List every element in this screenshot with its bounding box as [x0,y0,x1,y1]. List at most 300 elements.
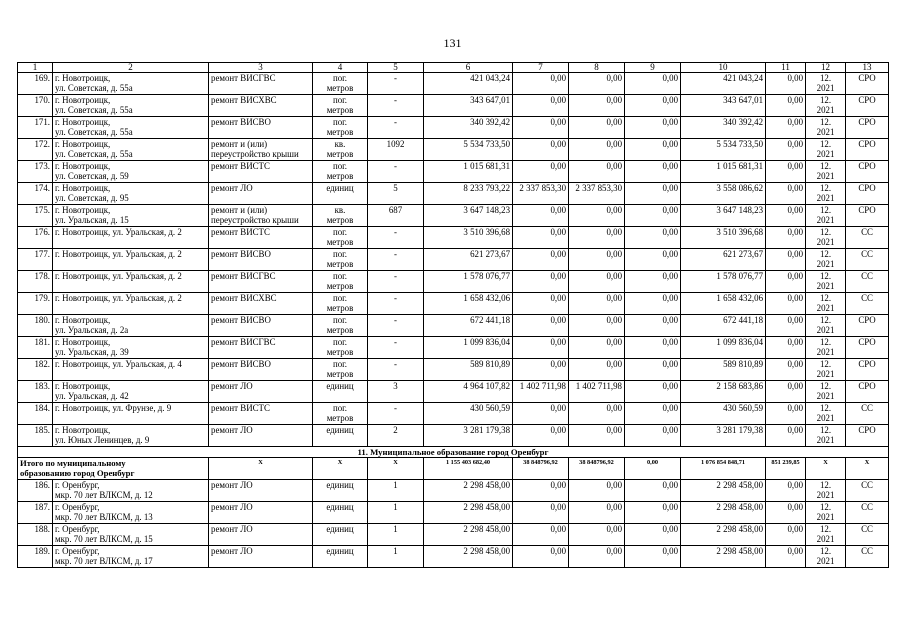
date-cell-text: 2021 [816,347,835,358]
method-cell [846,315,889,337]
col10-cell-text: 2 298 458,00 [716,546,763,556]
col10-cell-text: 340 392,42 [723,117,763,127]
col9-cell [625,480,681,502]
total-cost-cell [424,73,513,95]
col8-cell-text: 0,00 [606,546,622,556]
date-cell-text: 2021 [816,391,835,402]
column-number-header [18,63,889,73]
col10-cell [681,359,766,381]
method-cell-text: СС [861,524,873,534]
col8-cell [569,139,625,161]
method-cell-text: СС [861,227,873,237]
total-cost-cell [424,117,513,139]
method-cell-text: СРО [858,183,876,193]
table-row [18,271,889,293]
address-cell [53,293,209,315]
date-cell-text: 12. [819,161,832,171]
col8-cell-text: 0,00 [606,425,622,435]
col10-cell-text: 3 647 148,23 [716,205,763,215]
col9-cell-text: 0,00 [662,403,678,413]
work-type-cell [209,359,313,381]
row-number-text: 171. [34,117,50,127]
unit-cell [313,480,368,502]
total-col3-text: X [258,459,263,466]
row-number-text: 189. [34,546,50,556]
quantity-cell [368,425,424,447]
row-number-text: 180. [34,315,50,325]
date-cell-text: 12. [819,73,832,83]
col9-cell-text: 0,00 [662,249,678,259]
total-col12-text: X [823,459,828,466]
col9-cell-text: 0,00 [662,315,678,325]
address-cell-text: г. Новотроицк, [55,381,111,391]
quantity-cell-text: - [394,337,397,347]
work-type-cell-text: ремонт ВИСТС [211,227,270,237]
method-cell [846,271,889,293]
total-cost-cell [424,139,513,161]
address-cell-text: г. Новотроицк, [55,315,111,325]
col8-cell-text: 0,00 [606,403,622,413]
col7-cell [513,480,569,502]
date-cell [806,205,846,227]
header-cell: 2 [53,63,209,73]
col7-cell [513,249,569,271]
col8-cell [569,117,625,139]
col10-cell [681,95,766,117]
unit-cell-text: единиц [326,381,354,391]
col11-cell [766,183,806,205]
total-cost-cell-text: 343 647,01 [470,95,510,105]
col9-cell [625,183,681,205]
col10-cell-text: 672 441,18 [723,315,763,325]
col9-cell-text: 0,00 [662,271,678,281]
table-row [18,205,889,227]
work-type-cell-text: ремонт и (или) [211,139,268,149]
total-cost-cell-text: 1 658 432,06 [463,293,510,303]
col7-cell-text: 0,00 [550,205,566,215]
total-cost-cell-text: 4 964 107,82 [463,381,510,391]
col11-cell-text: 0,00 [787,271,803,281]
col7-cell [513,546,569,568]
row-number [18,95,53,117]
col8-cell [569,73,625,95]
method-cell-text: СС [861,271,873,281]
unit-cell [313,117,368,139]
table-row [18,425,889,447]
quantity-cell [368,524,424,546]
work-type-cell-text: ремонт и (или) [211,205,268,215]
row-number-text: 176. [34,227,50,237]
method-cell [846,381,889,403]
row-number-text: 183. [34,381,50,391]
col8-cell [569,227,625,249]
col10-cell-text: 1 099 836,04 [716,337,763,347]
quantity-cell-text: 1 [393,546,398,556]
col8-cell-text: 0,00 [606,315,622,325]
unit-cell [313,271,368,293]
work-type-cell [209,95,313,117]
col7-cell-text: 0,00 [550,337,566,347]
method-cell-text: СС [861,480,873,490]
work-type-cell-text: ремонт ВИСВО [211,315,271,325]
col7-cell-text: 0,00 [550,403,566,413]
address-cell [53,95,209,117]
address-cell-text: г. Новотроицк, [55,161,111,171]
date-cell [806,117,846,139]
date-cell [806,293,846,315]
col9-cell [625,425,681,447]
address-cell [53,271,209,293]
work-type-cell-text: ремонт ЛО [211,381,253,391]
total-col9-text: 0,00 [646,459,659,466]
unit-cell-text: кв. [334,139,346,149]
total-cost-cell [424,425,513,447]
col11-cell [766,249,806,271]
total-col11 [766,458,806,480]
method-cell [846,524,889,546]
total-cost-cell-text: 2 298 458,00 [463,480,510,490]
date-cell-text: 2021 [816,127,835,138]
row-number [18,403,53,425]
quantity-cell-text: - [394,249,397,259]
date-cell-text: 12. [819,502,832,512]
quantity-cell [368,337,424,359]
work-type-cell-text: ремонт ЛО [211,425,253,435]
col7-cell [513,95,569,117]
work-type-cell [209,271,313,293]
total-col3 [209,458,313,480]
col7-cell [513,139,569,161]
col10-cell-text: 343 647,01 [723,95,763,105]
total-label-text: образованию город Оренбург [20,468,135,479]
date-cell-text: 12. [819,249,832,259]
work-type-cell [209,73,313,95]
date-cell [806,502,846,524]
total-cost-cell [424,546,513,568]
col11-cell-text: 0,00 [787,293,803,303]
unit-cell-text: пог. [332,293,348,303]
quantity-cell [368,249,424,271]
address-cell-text: г. Оренбург, [55,480,100,490]
col10-cell [681,205,766,227]
col10-cell-text: 2 298 458,00 [716,524,763,534]
col9-cell-text: 0,00 [662,73,678,83]
col7-cell-text: 0,00 [550,425,566,435]
section-row [18,447,889,458]
col11-cell-text: 0,00 [787,249,803,259]
work-type-cell-text: ремонт ВИСГВС [211,337,276,347]
date-cell-text: 12. [819,117,832,127]
address-cell-text: г. Новотроицк, ул. Уральская, д. 4 [55,359,182,369]
col8-cell-text: 0,00 [606,249,622,259]
col11-cell [766,227,806,249]
col10-cell-text: 1 578 076,77 [716,271,763,281]
col11-cell [766,480,806,502]
col8-cell-text: 0,00 [606,524,622,534]
unit-cell-text: метров [326,347,354,358]
date-cell-text: 2021 [816,149,835,160]
col8-cell [569,161,625,183]
col7-cell [513,271,569,293]
unit-cell-text: метров [326,83,354,94]
col10-cell [681,480,766,502]
quantity-cell-text: - [394,117,397,127]
address-cell [53,249,209,271]
work-type-cell-text: ремонт ЛО [211,183,253,193]
col10-cell-text: 2 298 458,00 [716,502,763,512]
col8-cell [569,480,625,502]
date-cell [806,183,846,205]
col7-cell [513,337,569,359]
address-cell-text: ул. Уральская, д. 2а [55,325,129,336]
method-cell [846,95,889,117]
method-cell [846,205,889,227]
col10-cell [681,161,766,183]
unit-cell-text: метров [326,237,354,248]
col9-cell [625,403,681,425]
address-cell-text: мкр. 70 лет ВЛКСМ, д. 13 [55,512,153,523]
col8-cell-text: 0,00 [606,205,622,215]
col9-cell-text: 0,00 [662,227,678,237]
row-number [18,293,53,315]
date-cell-text: 2021 [816,490,835,501]
col8-cell [569,359,625,381]
col9-cell [625,73,681,95]
address-cell-text: г. Новотроицк, [55,95,111,105]
unit-cell-text: кв. [334,205,346,215]
quantity-cell [368,502,424,524]
unit-cell-text: метров [326,105,354,116]
address-cell [53,139,209,161]
total-cost-cell [424,271,513,293]
col7-cell [513,502,569,524]
col8-cell [569,502,625,524]
page-number: 131 [443,36,462,50]
work-type-cell [209,205,313,227]
total-cost-cell [424,381,513,403]
col8-cell [569,425,625,447]
unit-cell-text: пог. [332,227,348,237]
date-cell [806,249,846,271]
col7-cell-text: 0,00 [550,546,566,556]
col7-cell-text: 0,00 [550,117,566,127]
unit-cell-text: пог. [332,73,348,83]
date-cell-text: 12. [819,95,832,105]
unit-cell-text: единиц [326,480,354,490]
method-cell [846,117,889,139]
col10-cell [681,293,766,315]
unit-cell [313,293,368,315]
method-cell-text: СРО [858,117,876,127]
col7-cell-text: 0,00 [550,249,566,259]
col7-cell-text: 0,00 [550,161,566,171]
method-cell [846,359,889,381]
date-cell-text: 2021 [816,105,835,116]
header-cell: 9 [625,63,681,73]
col9-cell [625,546,681,568]
col11-cell-text: 0,00 [787,502,803,512]
work-type-cell-text: ремонт ВИСХВС [211,293,277,303]
work-type-cell [209,227,313,249]
unit-cell [313,249,368,271]
col9-cell [625,161,681,183]
address-cell [53,359,209,381]
col11-cell-text: 0,00 [787,95,803,105]
table-row [18,73,889,95]
col9-cell [625,95,681,117]
date-cell-text: 2021 [816,83,835,94]
col9-cell [625,249,681,271]
address-cell-text: г. Новотроицк, [55,73,111,83]
table-row [18,117,889,139]
date-cell-text: 2021 [816,237,835,248]
table-row [18,95,889,117]
col11-cell [766,205,806,227]
date-cell-text: 2021 [816,303,835,314]
date-cell-text: 2021 [816,512,835,523]
method-cell-text: СС [861,293,873,303]
unit-cell-text: пог. [332,359,348,369]
work-type-cell-text: ремонт ЛО [211,546,253,556]
quantity-cell [368,161,424,183]
address-cell-text: г. Новотроицк, ул. Уральская, д. 2 [55,249,182,259]
col7-cell [513,403,569,425]
col7-cell [513,227,569,249]
col8-cell [569,403,625,425]
date-cell [806,337,846,359]
quantity-cell [368,205,424,227]
row-number [18,161,53,183]
col10-cell [681,425,766,447]
total-col10 [681,458,766,480]
col7-cell-text: 0,00 [550,139,566,149]
method-cell-text: СРО [858,425,876,435]
unit-cell-text: пог. [332,117,348,127]
quantity-cell [368,183,424,205]
total-label-text: Итого по муниципальному [20,458,126,468]
col11-cell-text: 0,00 [787,524,803,534]
col8-cell-text: 0,00 [606,227,622,237]
row-number [18,227,53,249]
col11-cell [766,293,806,315]
col10-cell-text: 589 810,89 [723,359,763,369]
col8-cell-text: 0,00 [606,95,622,105]
row-number-text: 174. [34,183,50,193]
total-row [18,458,889,480]
address-cell-text: ул. Советская, д. 55а [55,149,133,160]
col9-cell-text: 0,00 [662,524,678,534]
col11-cell [766,337,806,359]
row-number-text: 184. [34,403,50,413]
col10-cell [681,249,766,271]
unit-cell-text: единиц [326,546,354,556]
total-col6-text: 1 155 403 682,40 [445,459,491,466]
col9-cell-text: 0,00 [662,480,678,490]
col10-cell-text: 3 281 179,38 [716,425,763,435]
date-cell [806,73,846,95]
method-cell [846,183,889,205]
method-cell [846,249,889,271]
work-type-cell-text: переустройство крыши [211,149,299,160]
unit-cell [313,315,368,337]
header-cell: 8 [569,63,625,73]
address-cell [53,524,209,546]
table-row [18,381,889,403]
col8-cell-text: 0,00 [606,480,622,490]
row-number [18,183,53,205]
total-cost-cell-text: 2 298 458,00 [463,524,510,534]
unit-cell [313,205,368,227]
row-number-text: 188. [34,524,50,534]
row-number-text: 187. [34,502,50,512]
row-number [18,425,53,447]
col7-cell-text: 0,00 [550,227,566,237]
total-cost-cell [424,293,513,315]
row-number [18,271,53,293]
address-cell [53,381,209,403]
row-number [18,381,53,403]
header-cell: 6 [424,63,513,73]
address-cell [53,117,209,139]
col9-cell-text: 0,00 [662,337,678,347]
address-cell-text: ул. Советская, д. 59 [55,171,129,182]
unit-cell-text: единиц [326,502,354,512]
col10-cell [681,524,766,546]
col7-cell [513,315,569,337]
date-cell [806,161,846,183]
header-cell: 3 [209,63,313,73]
work-type-cell-text: ремонт ВИСГВС [211,73,276,83]
quantity-cell-text: 1 [393,524,398,534]
method-cell-text: СРО [858,139,876,149]
total-col8-text: 38 848796,92 [579,459,614,466]
col8-cell [569,315,625,337]
col10-cell-text: 1 658 432,06 [716,293,763,303]
col8-cell [569,183,625,205]
date-cell-text: 12. [819,425,832,435]
col10-cell [681,546,766,568]
work-type-cell [209,381,313,403]
address-cell-text: мкр. 70 лет ВЛКСМ, д. 17 [55,556,153,567]
method-cell [846,161,889,183]
col10-cell-text: 3 510 396,68 [716,227,763,237]
address-cell-text: г. Новотроицк, ул. Уральская, д. 2 [55,271,182,281]
date-cell-text: 12. [819,183,832,193]
col10-cell-text: 3 558 086,62 [716,183,763,193]
quantity-cell-text: - [394,293,397,303]
col8-cell-text: 0,00 [606,502,622,512]
address-cell-text: г. Новотроицк, [55,425,111,435]
col9-cell [625,502,681,524]
row-number-text: 182. [34,359,50,369]
unit-cell-text: пог. [332,161,348,171]
quantity-cell [368,139,424,161]
col11-cell-text: 0,00 [787,546,803,556]
header-cell: 12 [806,63,846,73]
col10-cell-text: 5 534 733,50 [716,139,763,149]
date-cell-text: 12. [819,403,832,413]
date-cell-text: 2021 [816,171,835,182]
date-cell-text: 12. [819,524,832,534]
address-cell-text: ул. Советская, д. 95 [55,193,129,204]
unit-cell-text: метров [326,369,354,380]
total-cost-cell [424,95,513,117]
col10-cell [681,271,766,293]
work-type-cell [209,337,313,359]
address-cell [53,425,209,447]
date-cell-text: 12. [819,293,832,303]
date-cell-text: 2021 [816,556,835,567]
